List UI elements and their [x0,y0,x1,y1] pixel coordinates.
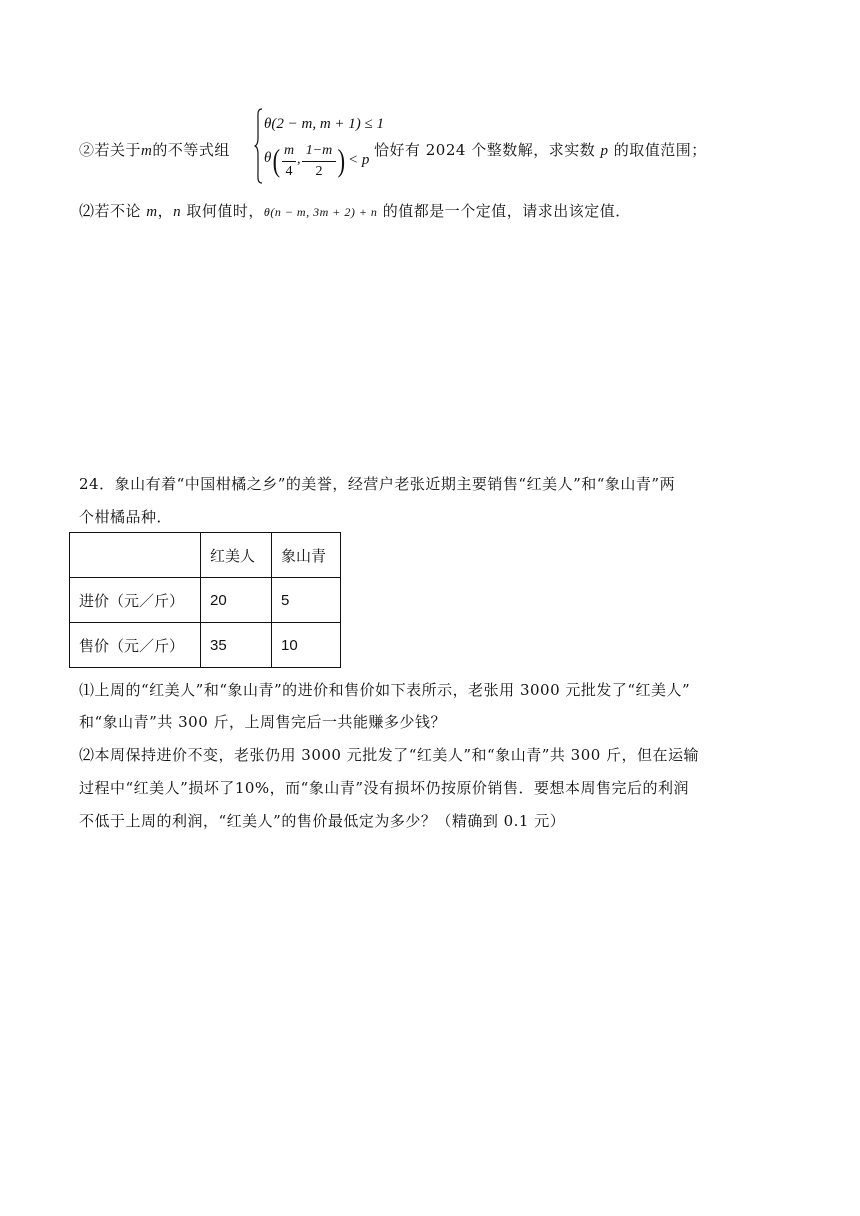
row-label-purchase-price: 进价（元／斤） [70,578,201,623]
frac1-numerator: m [283,143,295,158]
table-row [70,623,341,668]
frac1-bar [282,161,296,162]
q24-sub2-line3: 不低于上周的利润，“红美人”的售价最低定为多少？（精确到 0.1 元） [79,812,566,830]
q23-part2-prefix: ②若关于 [79,141,142,159]
q24-stem-line1: 24．象山有着“中国柑橘之乡”的美誉，经营户老张近期主要销售“红美人”和“象山青”两 [79,475,676,493]
q24-sub1-line1: ⑴上周的“红美人”和“象山青”的进价和售价如下表所示，老张用 3000 元批发了“红美人” [79,681,691,699]
q24-stem-line2: 个柑橘品种． [79,508,173,526]
table-header-hongmeiren: 红美人 [201,533,272,578]
theta-symbol: θ [264,150,272,166]
q24-sub2-line1: ⑵本周保持进价不变，老张仍用 3000 元批发了“红美人”和“象山青”共 300 斤，但在运输 [79,746,700,764]
inequality-system [254,108,384,186]
frac2-bar [302,161,336,162]
q23-part2-mid: 的不等式组 [152,141,230,159]
q24-sub1-line2: 和“象山青”共 300 斤，上周售完后一共能赚多少钱？ [79,713,447,731]
comma: ， [157,202,174,220]
inequality-2 [264,140,376,184]
q23-part2-text-start [79,140,230,161]
q23-part2-suffix-a: 恰好有 2024 个整数解，求实数 [374,141,601,159]
price-table [69,532,341,668]
q23-part2-text-end [374,140,707,161]
left-paren: ( [272,142,281,178]
table-row [70,578,341,623]
q24-sub2-line2: 过程中“红美人”损坏了10%，而“象山青”没有损坏仍按原价销售．要想本周售完后的利润 [79,779,690,797]
table-cell [70,533,201,578]
right-paren: ) [337,142,346,178]
fraction-m-over-4 [282,142,296,180]
table-cell: 5 [272,578,341,623]
table-cell: 10 [272,623,341,668]
inequality-1: θ(2 − m, m + 1) ≤ 1 [264,116,384,132]
q23-sub2-prefix: ⑵若不论 [79,202,147,220]
theta-expression: θ(n − m, 3m + 2) + n [263,205,378,219]
frac1-denominator: 4 [285,164,293,179]
q23-sub2-suffix: 的值都是一个定值，请求出该定值． [377,202,631,220]
q23-sub2 [79,201,631,222]
table-header-row [70,533,341,578]
frac2-denominator: 2 [315,164,323,179]
table-cell: 35 [201,623,272,668]
table-cell: 20 [201,578,272,623]
less-than-p: < p [348,152,370,168]
var-p: p [600,143,609,159]
q23-part2-suffix-b: 的取值范围； [608,141,707,159]
var-m: m [141,143,153,159]
table-header-xiangshanqing: 象山青 [272,533,341,578]
left-brace-icon [254,108,263,184]
frac2-numerator: 1−m [305,143,333,158]
comma: , [297,152,301,167]
row-label-selling-price: 售价（元／斤） [70,623,201,668]
var-n: n [173,204,182,220]
var-m: m [146,204,158,220]
fraction-1-minus-m-over-2 [302,142,336,180]
q23-sub2-mid: 取何值时， [181,202,264,220]
